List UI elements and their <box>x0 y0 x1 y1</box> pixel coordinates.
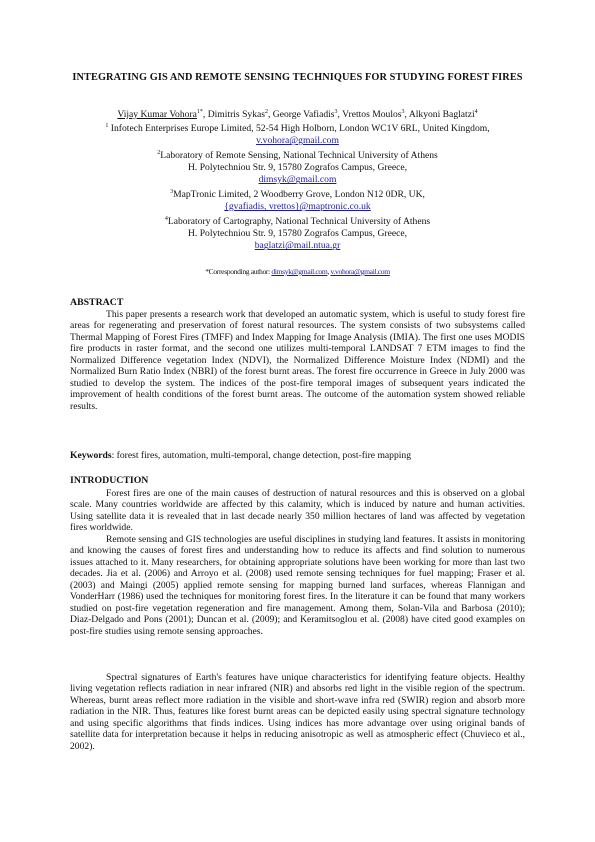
affiliation-text: H. Polytechniou Str. 9, 15780 Zografos Campus, Greece, <box>187 162 408 174</box>
intro-paragraph-2: Remote sensing and GIS technologies are useful disciplines in studying land features. It assists in monitoring and knowing the causes of forest fires and understanding how to reduce its affects and find solution to numerous issues attached to it. Many researchers, for obtaining appropriate solutions have been working for more than last two decades. Jia et al. (2006) and Arroyo et al. (2008) used remote sensing techniques for fuel mapping; Fraser et al. (2003) and Maingi (2005) applied remote sensing for mapping burned land surfaces, whereas Flannigan and VonderHarr (1986) used the techniques for monitoring forest fires. In the literature it can be found that many workers studied on post-fire vegetation regeneration and fire management. Among them, Solan-Vila and Barbosa (2010); Diaz-Delgado and Pons (2001); Duncan et al. (2009); and Keramitsoglou et al. (2008) have cited good examples on post-fire studies using remote sensing approaches. <box>70 534 525 637</box>
affiliation-2 <box>70 150 525 187</box>
affiliation-text: Laboratory of Remote Sensing, National Technical University of Athens <box>160 150 438 161</box>
affiliation-text: Laboratory of Cartography, National Technical University of Athens <box>167 216 431 227</box>
affiliation-text: H. Polytechniou Str. 9, 15780 Zografos Campus, Greece, <box>187 228 408 240</box>
affiliation-text: Infotech Enterprises Europe Limited, 52-54 High Holborn, London WC1V 6RL, United Kingdom, <box>108 123 490 134</box>
affiliation-2-email-link[interactable]: dimsyk@gmail.com <box>258 174 337 186</box>
affiliation-4-email-link[interactable]: baglatzi@mail.ntua.gr <box>254 240 341 252</box>
corresponding-label: *Corresponding author: <box>205 267 272 276</box>
author-sup: 3 <box>334 108 338 115</box>
affiliation-sup: 1 <box>105 122 109 129</box>
abstract-text: This paper presents a research work that developed an automatic system, which is useful to study forest fire areas for regenerating and preservation of forest natural resources. The system consists of two subsystems called Thermal Mapping of Forest Fires (TMFF) and Index Mapping for Image Analysis (IMIA). The first one uses MODIS fire products in raster format, and the second one utilizes multi-temporal LANDSAT 7 ETM images to find the Normalized Difference vegetation Index (NDVI), the Normalized Difference Moisture Index (NDMI) and the Normalized Burn Ratio Index (NBRI) of the forest burnt areas. The forest fire occurrence in Greece in July 2000 was studied to develop the system. The indices of the post-fire temporal images of subsequent years indicated the improvement of health conditions of the forest burnt areas. The outcome of the automation system showed reliable results. <box>70 309 525 412</box>
keywords-text: : forest fires, automation, multi-temporal, change detection, post-fire mapping <box>111 450 412 461</box>
affiliation-sup: 2 <box>157 149 161 156</box>
affiliation-text: MapTronic Limited, 2 Woodberry Grove, London N12 0DR, UK, <box>173 189 425 200</box>
affiliation-1-email-link[interactable]: v.vohora@gmail.com <box>256 135 339 147</box>
author-name: Vijay Kumar Vohora <box>117 109 197 120</box>
author-name: , George Vafiadis <box>268 109 335 120</box>
author-sup: 1* <box>196 108 203 115</box>
corresponding-author <box>70 266 525 278</box>
intro-paragraph-3: Spectral signatures of Earth's features have unique characteristics for identifying feature objects. Healthy living vegetation reflects radiation in near infrared (NIR) and absorbs red light in the visible region of the spectrum. Whereas, burnt areas reflect more radiation in the visible and short-wave infra red (SWIR) region and absorb more radiation in the NIR. Thus, features like forest burnt areas can be depicted easily using spectral signature technology and using specific algorithms that finds indices. Using indices has more advantage over using original bands of satellite data for interpretation because it helps in reducing anisotropic as well as atmospheric effect (Chuvieco et al., 2002). <box>70 672 525 752</box>
keywords <box>70 450 525 462</box>
author-sup: 4 <box>474 108 478 115</box>
corresponding-sep: , <box>327 267 331 276</box>
affiliation-4 <box>70 216 525 253</box>
affiliation-3 <box>70 189 525 213</box>
affiliation-1 <box>64 123 531 147</box>
corresponding-email-2-link[interactable]: v.vohora@gmail.com <box>330 267 390 276</box>
author-sup: 3 <box>401 108 405 115</box>
author-list <box>70 109 525 121</box>
keywords-label: Keywords <box>70 450 112 461</box>
corresponding-email-1-link[interactable]: dimsyk@gmail.com <box>271 267 328 276</box>
paper-title: INTEGRATING GIS AND REMOTE SENSING TECHNIQUES FOR STUDYING FOREST FIRES <box>72 72 523 83</box>
affiliation-3-email-link[interactable]: {gvafiadis, vrettos}@maptronic.co.uk <box>224 201 371 213</box>
affiliation-sup: 4 <box>164 215 168 222</box>
author-sup: 2 <box>265 108 268 115</box>
abstract-heading: ABSTRACT <box>70 297 124 308</box>
introduction-heading: INTRODUCTION <box>70 475 149 486</box>
affiliation-sup: 3 <box>170 188 174 195</box>
author-name: , Alkyoni Baglatzi <box>404 109 475 120</box>
author-name: , Vrettos Moulos <box>337 109 402 120</box>
intro-paragraph-1: Forest fires are one of the main causes of destruction of natural resources and this is observed on a global scale. Many countries worldwide are affected by this calamity, which is induced by nature and human activities. Using satellite data it is revealed that in last decade nearly 350 million hectares of land was affected by vegetation fires worldwide. <box>70 488 525 534</box>
author-name: , Dimitris Sykas <box>202 109 265 120</box>
